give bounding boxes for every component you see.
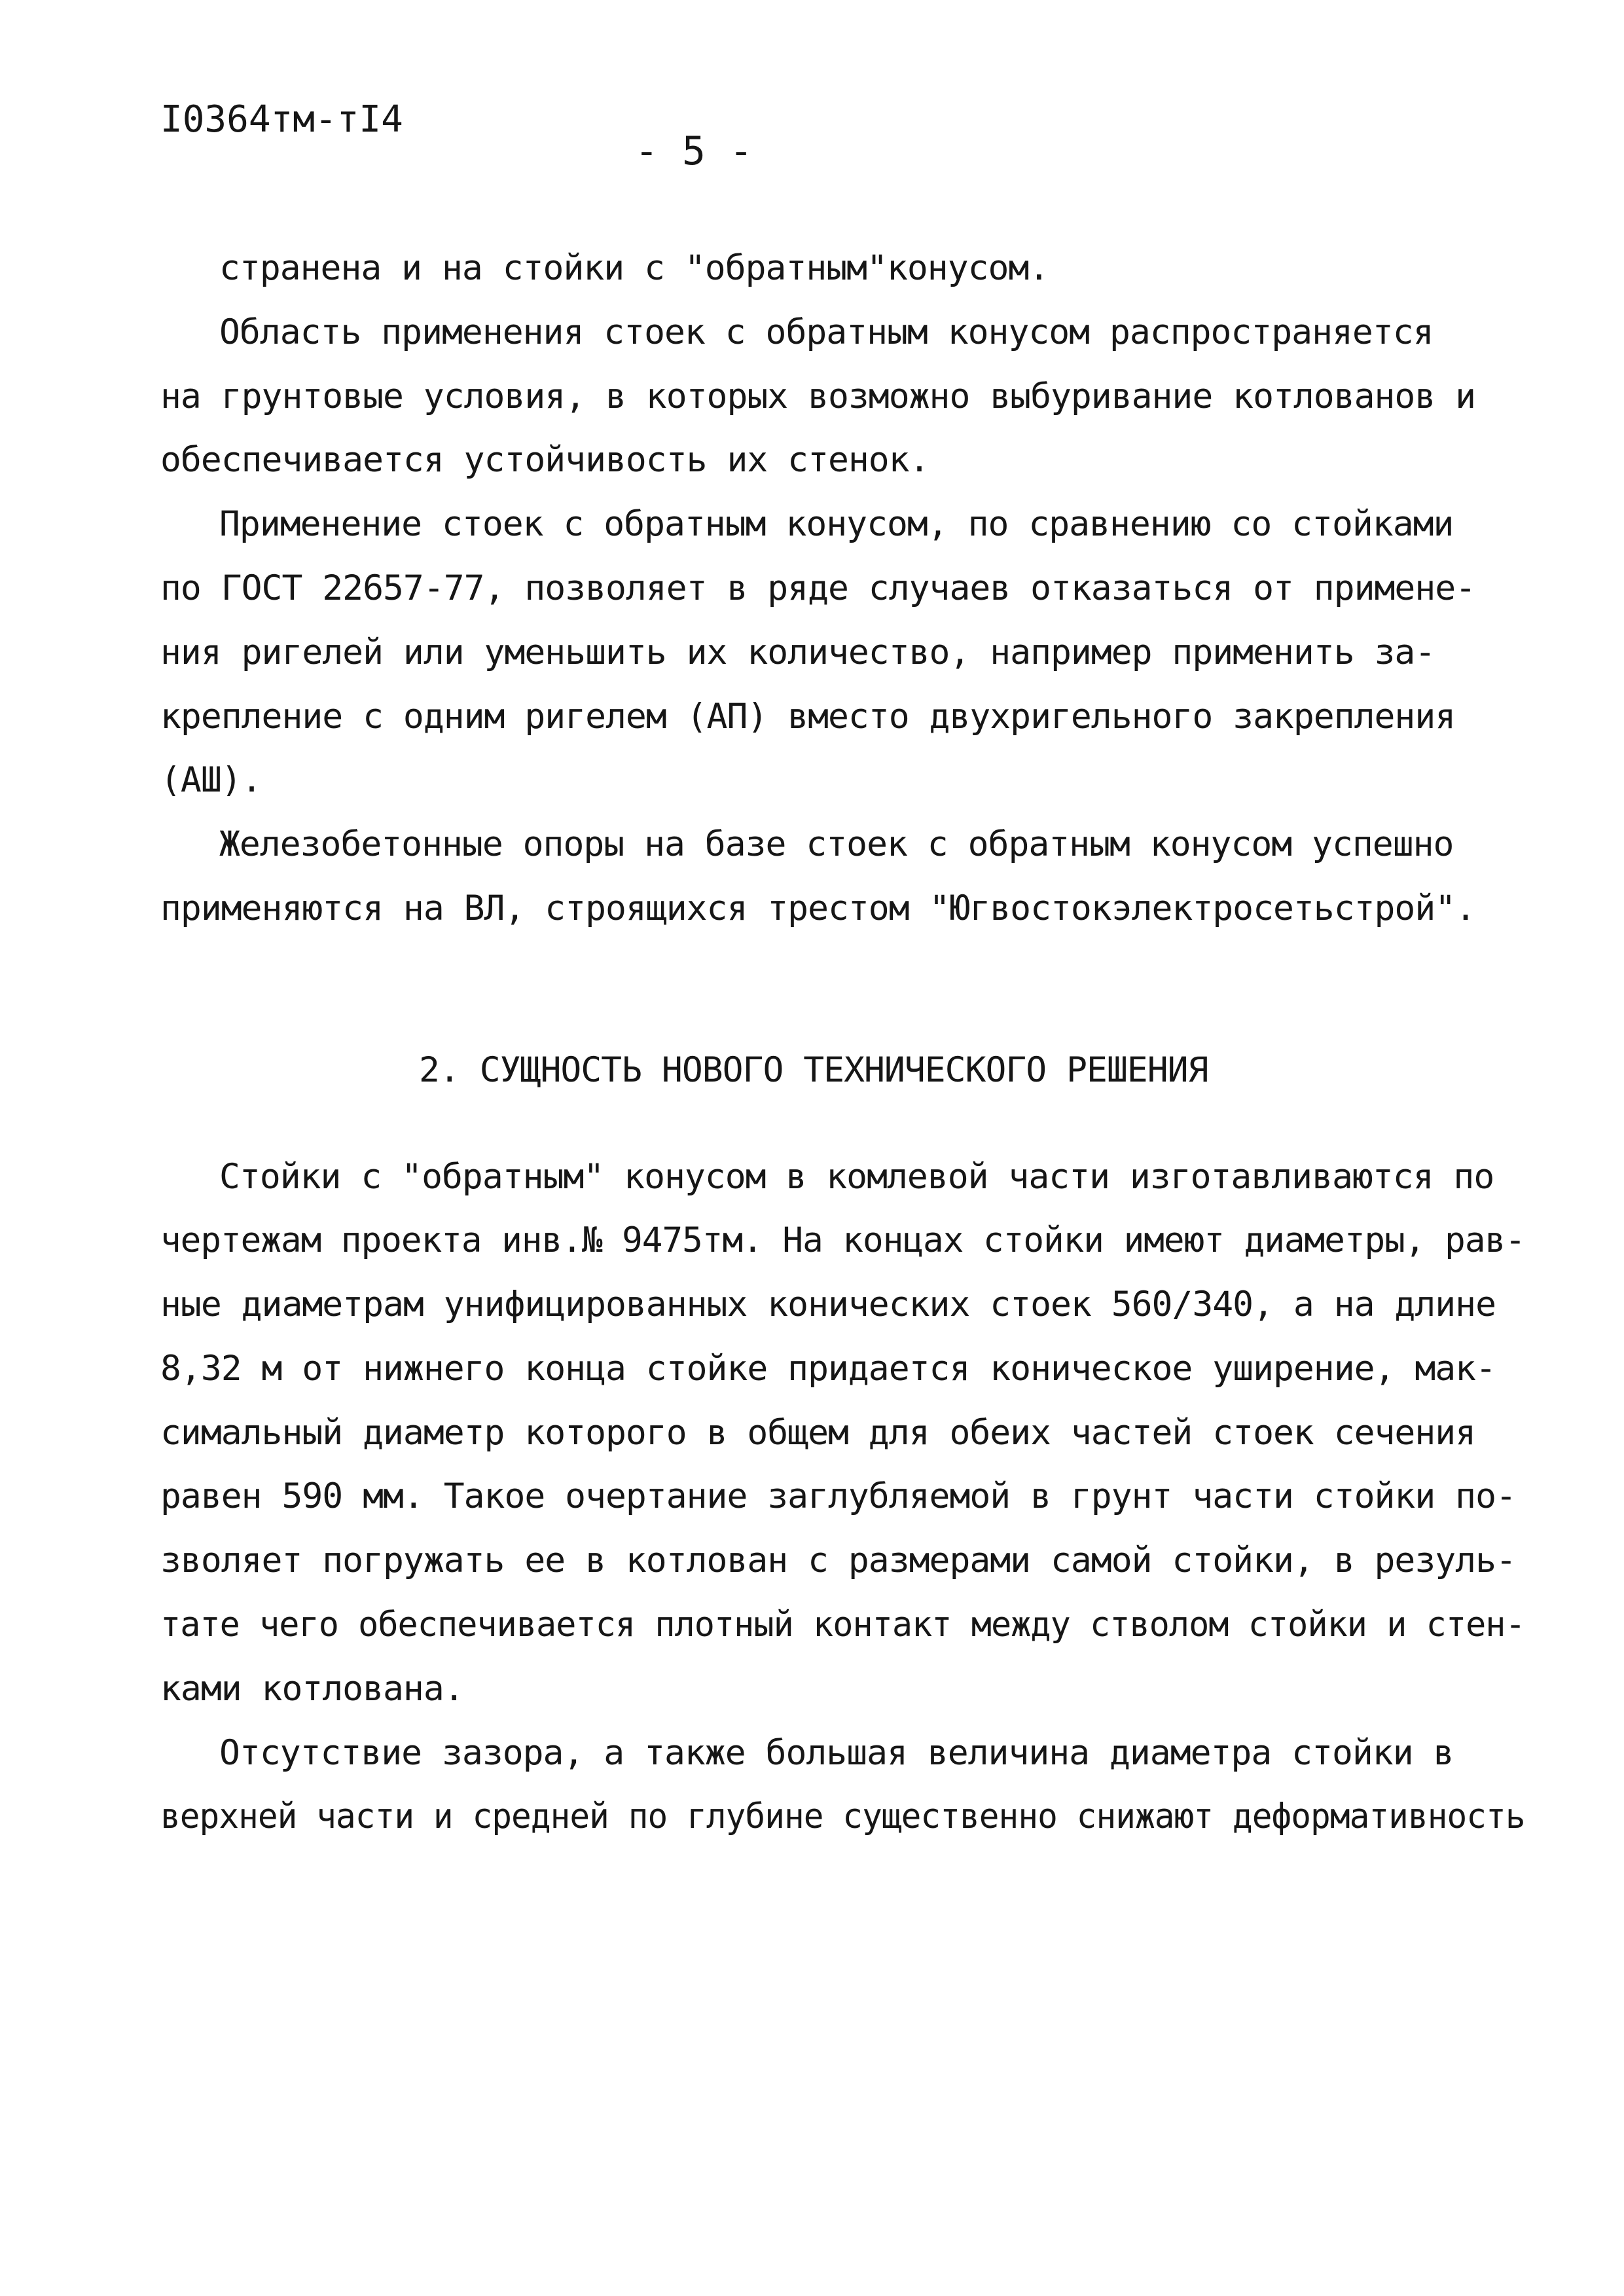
text-line: ния ригелей или уменьшить их количество, например применить за- [160, 632, 1435, 672]
text-line: Железобетонные опоры на базе стоек с обратным конусом успешно [219, 824, 1454, 864]
text-line: (АШ). [160, 760, 262, 800]
text-line: ные диаметрам унифицированных конических стоек 560/340, а на длине [160, 1285, 1496, 1324]
page-number: - 5 - [634, 128, 753, 174]
text-line: верхней части и средней по глубине существенно снижают деформативность [160, 1796, 1525, 1836]
text-line: равен 590 мм. Такое очертание заглубляемой в грунт части стойки по- [160, 1476, 1516, 1516]
text-line: на грунтовые условия, в которых возможно выбуривание котлованов и [160, 376, 1476, 416]
text-line: Отсутствие зазора, а также большая величина диаметра стойки в [219, 1733, 1454, 1773]
text-line: тате чего обеспечивается плотный контакт между стволом стойки и стен- [160, 1605, 1525, 1645]
document-code: I0364тм-тI4 [160, 98, 403, 141]
text-line: Стойки с "обратным" конусом в комлевой части изготавливаются по [219, 1157, 1494, 1197]
text-line: обеспечивается устойчивость их стенок. [160, 440, 929, 480]
text-line: крепление с одним ригелем (АП) вместо двухригельного закрепления [160, 697, 1456, 737]
text-line: по ГОСТ 22657-77, позволяет в ряде случаев отказаться от примене- [160, 568, 1476, 608]
text-line: ками котлована. [160, 1669, 464, 1709]
text-line: Область применения стоек с обратным конусом распространяется [219, 312, 1434, 352]
text-line: зволяет погружать ее в котлован с размерами самой стойки, в резуль- [160, 1540, 1516, 1580]
text-line: чертежам проекта инв.№ 9475тм. На концах стойки имеют диаметры, рав- [160, 1220, 1525, 1260]
text-line: 8,32 м от нижнего конца стойке придается коническое уширение, мак- [160, 1349, 1496, 1389]
section-heading: 2. СУЩНОСТЬ НОВОГО ТЕХНИЧЕСКОГО РЕШЕНИЯ [419, 1050, 1208, 1090]
text-line: Применение стоек с обратным конусом, по сравнению со стойками [219, 504, 1454, 544]
text-line: странена и на стойки с "обратным"конусом. [219, 248, 1049, 288]
text-line: симальный диаметр которого в общем для обеих частей стоек сечения [160, 1413, 1476, 1453]
text-line: применяются на ВЛ, строящихся трестом "Югвостокэлектросетьстрой". [160, 888, 1476, 928]
